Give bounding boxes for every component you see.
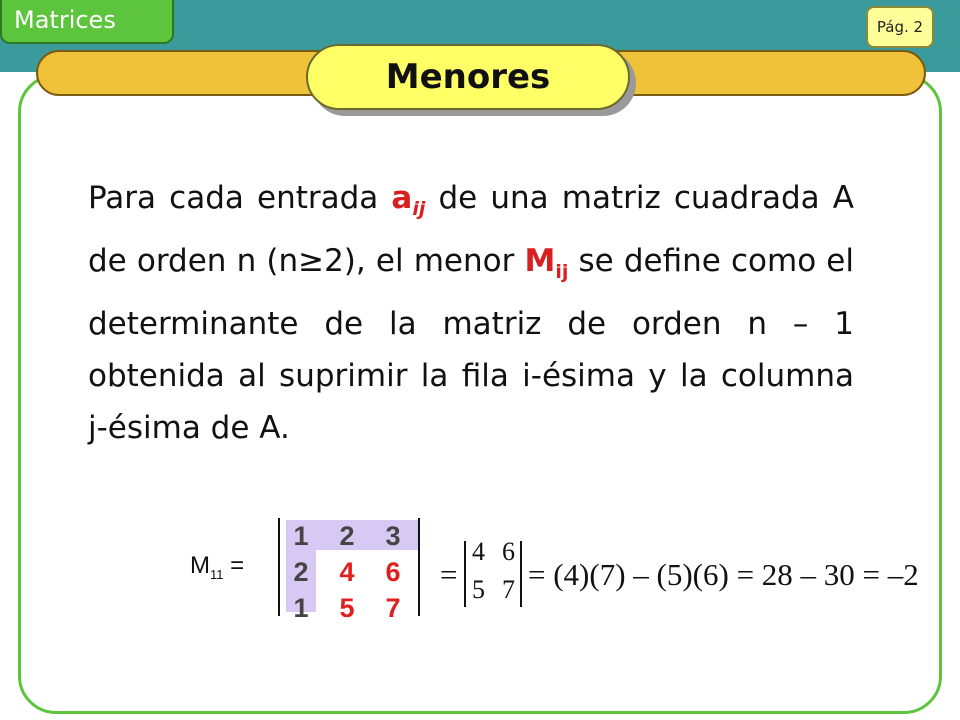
det-left-bar [464, 541, 466, 607]
entry-symbol [391, 180, 426, 221]
entry-symbol-sub: ij [412, 198, 426, 221]
minor-label-eq: = [223, 552, 245, 579]
matrix-cell-r1c2: 2 [339, 521, 355, 551]
minor-label [190, 552, 244, 582]
minor-label-base: M [190, 552, 210, 579]
matrix-left-bar [278, 518, 280, 616]
minor-symbol-sub: ij [555, 261, 569, 284]
definition-paragraph [88, 172, 854, 454]
matrix-cell-r3c1: 1 [293, 593, 309, 623]
entry-symbol-base: a [391, 180, 413, 216]
matrix-right-bar [418, 518, 420, 616]
matrix-cell-r2c2: 4 [339, 557, 355, 587]
minor-cell-r1c2: 6 [502, 537, 515, 566]
minor-symbol-base: M [524, 243, 556, 280]
matrix-cell-r3c3: 7 [385, 593, 401, 623]
matrix-cell-r3c2: 5 [339, 593, 355, 623]
minor-cell-r1c1: 4 [472, 537, 485, 566]
page-number-tab: Pág. 2 [866, 6, 934, 48]
para-text-3: se define como el determinante de la matriz de orden n – 1 obtenida al suprimir la fila i-ésima y la columna j-ésima de A. [88, 243, 854, 447]
matrix-cell-r1c3: 3 [385, 521, 401, 551]
para-text-1: Para cada entrada [88, 180, 392, 216]
matrix-cell-r2c1: 2 [293, 557, 309, 587]
first-equals-sign: = [440, 557, 458, 592]
matrix-cell-r2c3: 6 [385, 557, 401, 587]
minor-cell-r2c2: 7 [502, 575, 515, 604]
app-title-tab: Matrices [0, 0, 174, 44]
minor-cell-r2c1: 5 [472, 575, 485, 604]
para-text-2: de una matriz cuadrada A de orden n (n≥2), el menor [88, 180, 855, 280]
minor-label-sub: 11 [210, 566, 224, 582]
det-right-bar [520, 541, 522, 607]
computation-result: = (4)(7) – (5)(6) = 28 – 30 = –2 [528, 557, 919, 592]
minor-symbol [524, 243, 569, 284]
slide-title: Menores [306, 44, 630, 110]
matrix-cell-r1c1: 1 [293, 521, 309, 551]
